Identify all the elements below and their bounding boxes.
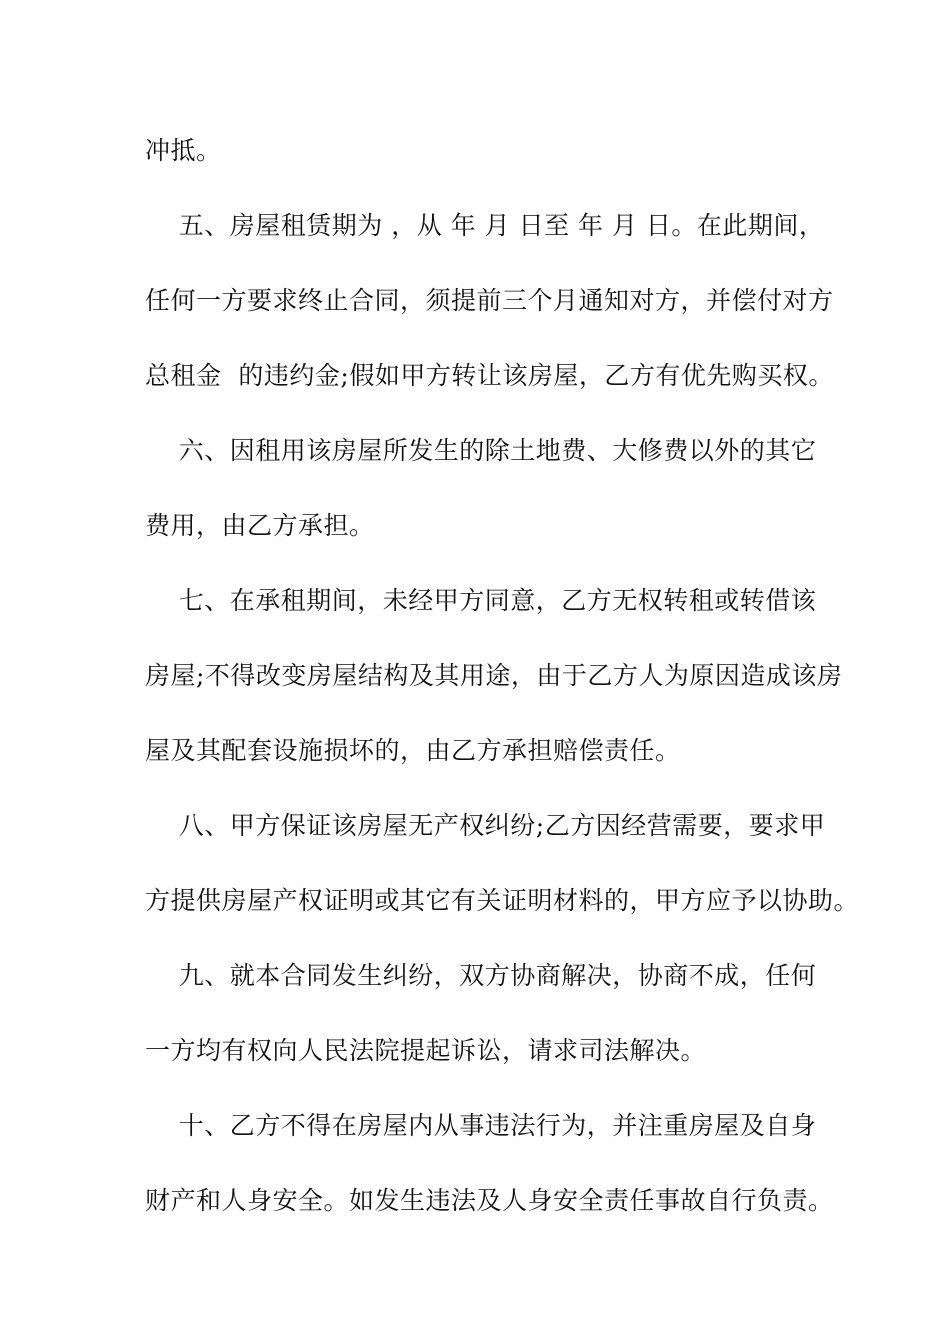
text-line: 屋及其配套设施损坏的，由乙方承担赔偿责任。 (145, 736, 681, 765)
text-line: 五、房屋租赁期为 ，从 年 月 日至 年 月 日。在此期间， (145, 211, 825, 240)
text-line: 任何一方要求终止合同，须提前三个月通知对方，并偿付对方 (145, 286, 834, 315)
text-line: 财产和人身安全。如发生违法及人身安全责任事故自行负责。 (145, 1186, 834, 1215)
text-line: 冲抵。 (145, 136, 222, 165)
text-line: 房屋;不得改变房屋结构及其用途，由于乙方人为原因造成该房 (145, 661, 843, 690)
text-line: 一方均有权向人民法院提起诉讼，请求司法解决。 (145, 1036, 707, 1065)
text-line: 十、乙方不得在房屋内从事违法行为，并注重房屋及自身 (145, 1111, 817, 1140)
text-line: 六、因租用该房屋所发生的除土地费、大修费以外的其它 (145, 436, 817, 465)
text-line: 总租金 的违约金;假如甲方转让该房屋，乙方有优先购买权。 (145, 361, 834, 390)
text-line: 费用，由乙方承担。 (145, 511, 375, 540)
text-line: 七、在承租期间，未经甲方同意，乙方无权转租或转借该 (145, 586, 817, 615)
text-line: 方提供房屋产权证明或其它有关证明材料的，甲方应予以协助。 (145, 886, 860, 915)
text-line: 八、甲方保证该房屋无产权纠纷;乙方因经营需要，要求甲 (145, 811, 826, 840)
text-line: 九、就本合同发生纠纷，双方协商解决，协商不成，任何 (145, 961, 817, 990)
